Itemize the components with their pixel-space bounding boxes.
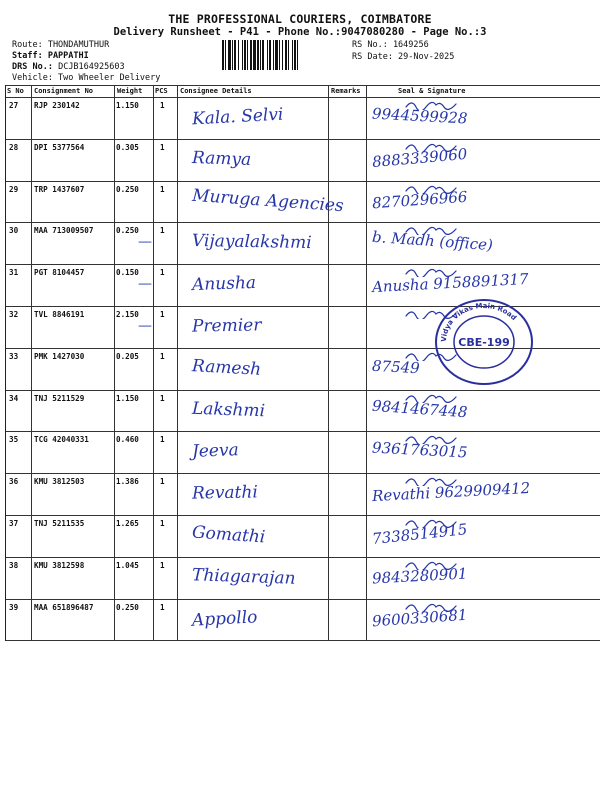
header-remarks: Remarks [331, 87, 361, 95]
serial-number: 35 [9, 435, 19, 445]
handwritten-signature: 9600330681 [371, 605, 468, 630]
consignee-name: Vijayalakshmi [191, 231, 312, 254]
handwritten-signature: 7338514915 [371, 520, 469, 548]
consignee-name: Gomathi [191, 522, 266, 548]
signature-scribble [404, 182, 484, 194]
consignee-name: Thiagarajan [191, 564, 296, 589]
pieces-count: 1 [160, 226, 165, 236]
signature-scribble [404, 391, 484, 403]
consignment-number: PMK 1427030 [34, 351, 85, 361]
handwritten-signature: b. Madh (office) [371, 228, 494, 255]
consignee-name: Jeeva [191, 440, 240, 463]
remark-mark: — [138, 318, 152, 334]
serial-number: 28 [9, 142, 19, 152]
rs-number: RS No.: 1649256 [352, 40, 429, 50]
barcode-image [222, 40, 346, 70]
serial-number: 37 [9, 519, 19, 528]
serial-number: 34 [9, 393, 19, 403]
handwritten-signature: Revathi 9629909412 [371, 479, 531, 506]
consignment-number: TVL 8846191 [34, 310, 85, 319]
weight-value: 1.045 [116, 560, 139, 570]
document-title: THE PROFESSIONAL COURIERS, COIMBATORE [168, 12, 432, 26]
serial-number: 32 [9, 310, 19, 319]
pieces-count: 1 [160, 101, 165, 110]
weight-value: 0.305 [116, 142, 139, 152]
header-sno: S No [7, 87, 24, 95]
consignment-number: KMU 3812598 [34, 560, 85, 570]
consignee-name: Ramya [191, 147, 252, 170]
pieces-count: 1 [160, 393, 165, 403]
weight-value: 0.250 [116, 602, 139, 612]
pieces-count: 1 [160, 519, 165, 528]
handwritten-signature: 8270296966 [371, 187, 468, 212]
table-row [6, 431, 600, 473]
table-row [6, 557, 600, 599]
pieces-count: 1 [160, 602, 165, 612]
handwritten-signature: 8883339060 [371, 144, 469, 171]
consignment-number: TNJ 5211535 [34, 519, 85, 528]
signature-scribble [404, 223, 484, 235]
header-consignment: Consignment No [34, 87, 94, 95]
weight-value: 0.250 [116, 226, 139, 236]
handwritten-signature: 87549 [371, 356, 421, 378]
drs-label: DRS No.: [12, 62, 53, 72]
consignee-name: Ramesh [191, 356, 262, 380]
table-row [6, 515, 600, 557]
signature-scribble [404, 98, 484, 110]
pieces-count: 1 [160, 184, 165, 194]
consignee-name: Lakshmi [191, 398, 266, 421]
header-weight: Weight [117, 87, 143, 95]
table-row [6, 139, 600, 181]
weight-value: 0.460 [116, 435, 139, 445]
consignment-number: TRP 1437607 [34, 184, 85, 194]
table-row [6, 390, 600, 432]
signature-scribble [404, 265, 484, 277]
header-consignee: Consignee Details [180, 87, 252, 95]
signature-scribble [404, 558, 484, 570]
consignment-number: KMU 3812503 [34, 477, 85, 487]
consignee-name: Appollo [191, 606, 258, 631]
drs-number [12, 62, 125, 72]
serial-number: 29 [9, 184, 19, 194]
weight-value: 0.205 [116, 351, 139, 361]
remark-mark: — [138, 234, 152, 251]
signature-scribble [404, 474, 484, 486]
pieces-count: 1 [160, 351, 165, 361]
stamp-code: CBE-199 [458, 336, 510, 349]
route-label: Route: THONDAMUTHUR [12, 40, 110, 50]
consignment-number: DPI 5377564 [34, 142, 85, 152]
handwritten-signature: 9944599928 [371, 104, 468, 128]
staff-label: Staff: PAPPATHI [12, 51, 89, 61]
weight-value: 1.386 [116, 477, 139, 487]
table-row [6, 181, 600, 223]
serial-number: 36 [9, 477, 19, 487]
weight-value: 2.150 [116, 310, 139, 319]
consignee-name: Revathi [191, 482, 258, 504]
header-seal-signature: Seal & Signature [398, 87, 466, 95]
consignment-number: TCG 42040331 [34, 435, 89, 445]
signature-scribble [404, 600, 484, 612]
table-border-top [6, 85, 600, 86]
handwritten-signature: 9841467448 [371, 396, 468, 421]
signature-scribble [404, 516, 484, 528]
handwritten-signature: 9843280901 [371, 564, 468, 588]
weight-value: 0.150 [116, 268, 139, 278]
vehicle-label: Vehicle: Two Wheeler Delivery [12, 73, 161, 83]
consignment-number: TNJ 5211529 [34, 393, 85, 403]
weight-value: 0.250 [116, 184, 139, 194]
remark-mark: — [138, 276, 152, 293]
header-pcs: PCS [155, 87, 168, 95]
stamp-ring-text: Vidya Vikas Main Road [439, 301, 518, 343]
pieces-count: 1 [160, 268, 165, 278]
weight-value: 1.150 [116, 393, 139, 403]
pieces-count: 1 [160, 142, 165, 152]
pieces-count: 1 [160, 477, 165, 487]
document-subtitle: Delivery Runsheet - P41 - Phone No.:9047080280 - Page No.:3 [113, 26, 487, 38]
drs-value: DCJB164925603 [58, 62, 125, 72]
serial-number: 33 [9, 351, 19, 361]
rs-date: RS Date: 29-Nov-2025 [352, 52, 455, 62]
serial-number: 30 [9, 226, 19, 236]
weight-value: 1.150 [116, 101, 139, 110]
consignee-name: Muruga Agencies [191, 185, 345, 216]
table-row [6, 473, 600, 515]
consignment-number: RJP 230142 [34, 101, 80, 110]
consignee-name: Anusha [191, 273, 257, 296]
handwritten-signature: Anusha 9158891317 [371, 270, 530, 297]
signature-scribble [404, 140, 484, 152]
consignee-name: Premier [191, 315, 262, 337]
table-row [6, 222, 600, 264]
signature-scribble [404, 432, 484, 444]
company-stamp [430, 295, 538, 390]
pieces-count: 1 [160, 310, 165, 319]
pieces-count: 1 [160, 435, 165, 445]
serial-number: 38 [9, 560, 19, 570]
handwritten-signature: 9361763015 [371, 438, 468, 462]
consignment-number: MAA 713009507 [34, 226, 94, 236]
consignment-number: MAA 651896487 [34, 602, 94, 612]
table-row [6, 599, 600, 641]
consignment-number: PGT 8104457 [34, 268, 85, 278]
pieces-count: 1 [160, 560, 165, 570]
serial-number: 39 [9, 602, 19, 612]
weight-value: 1.265 [116, 519, 139, 528]
table-row [6, 97, 600, 139]
consignee-name: Kala. Selvi [191, 104, 284, 130]
serial-number: 31 [9, 268, 19, 278]
serial-number: 27 [9, 101, 19, 110]
